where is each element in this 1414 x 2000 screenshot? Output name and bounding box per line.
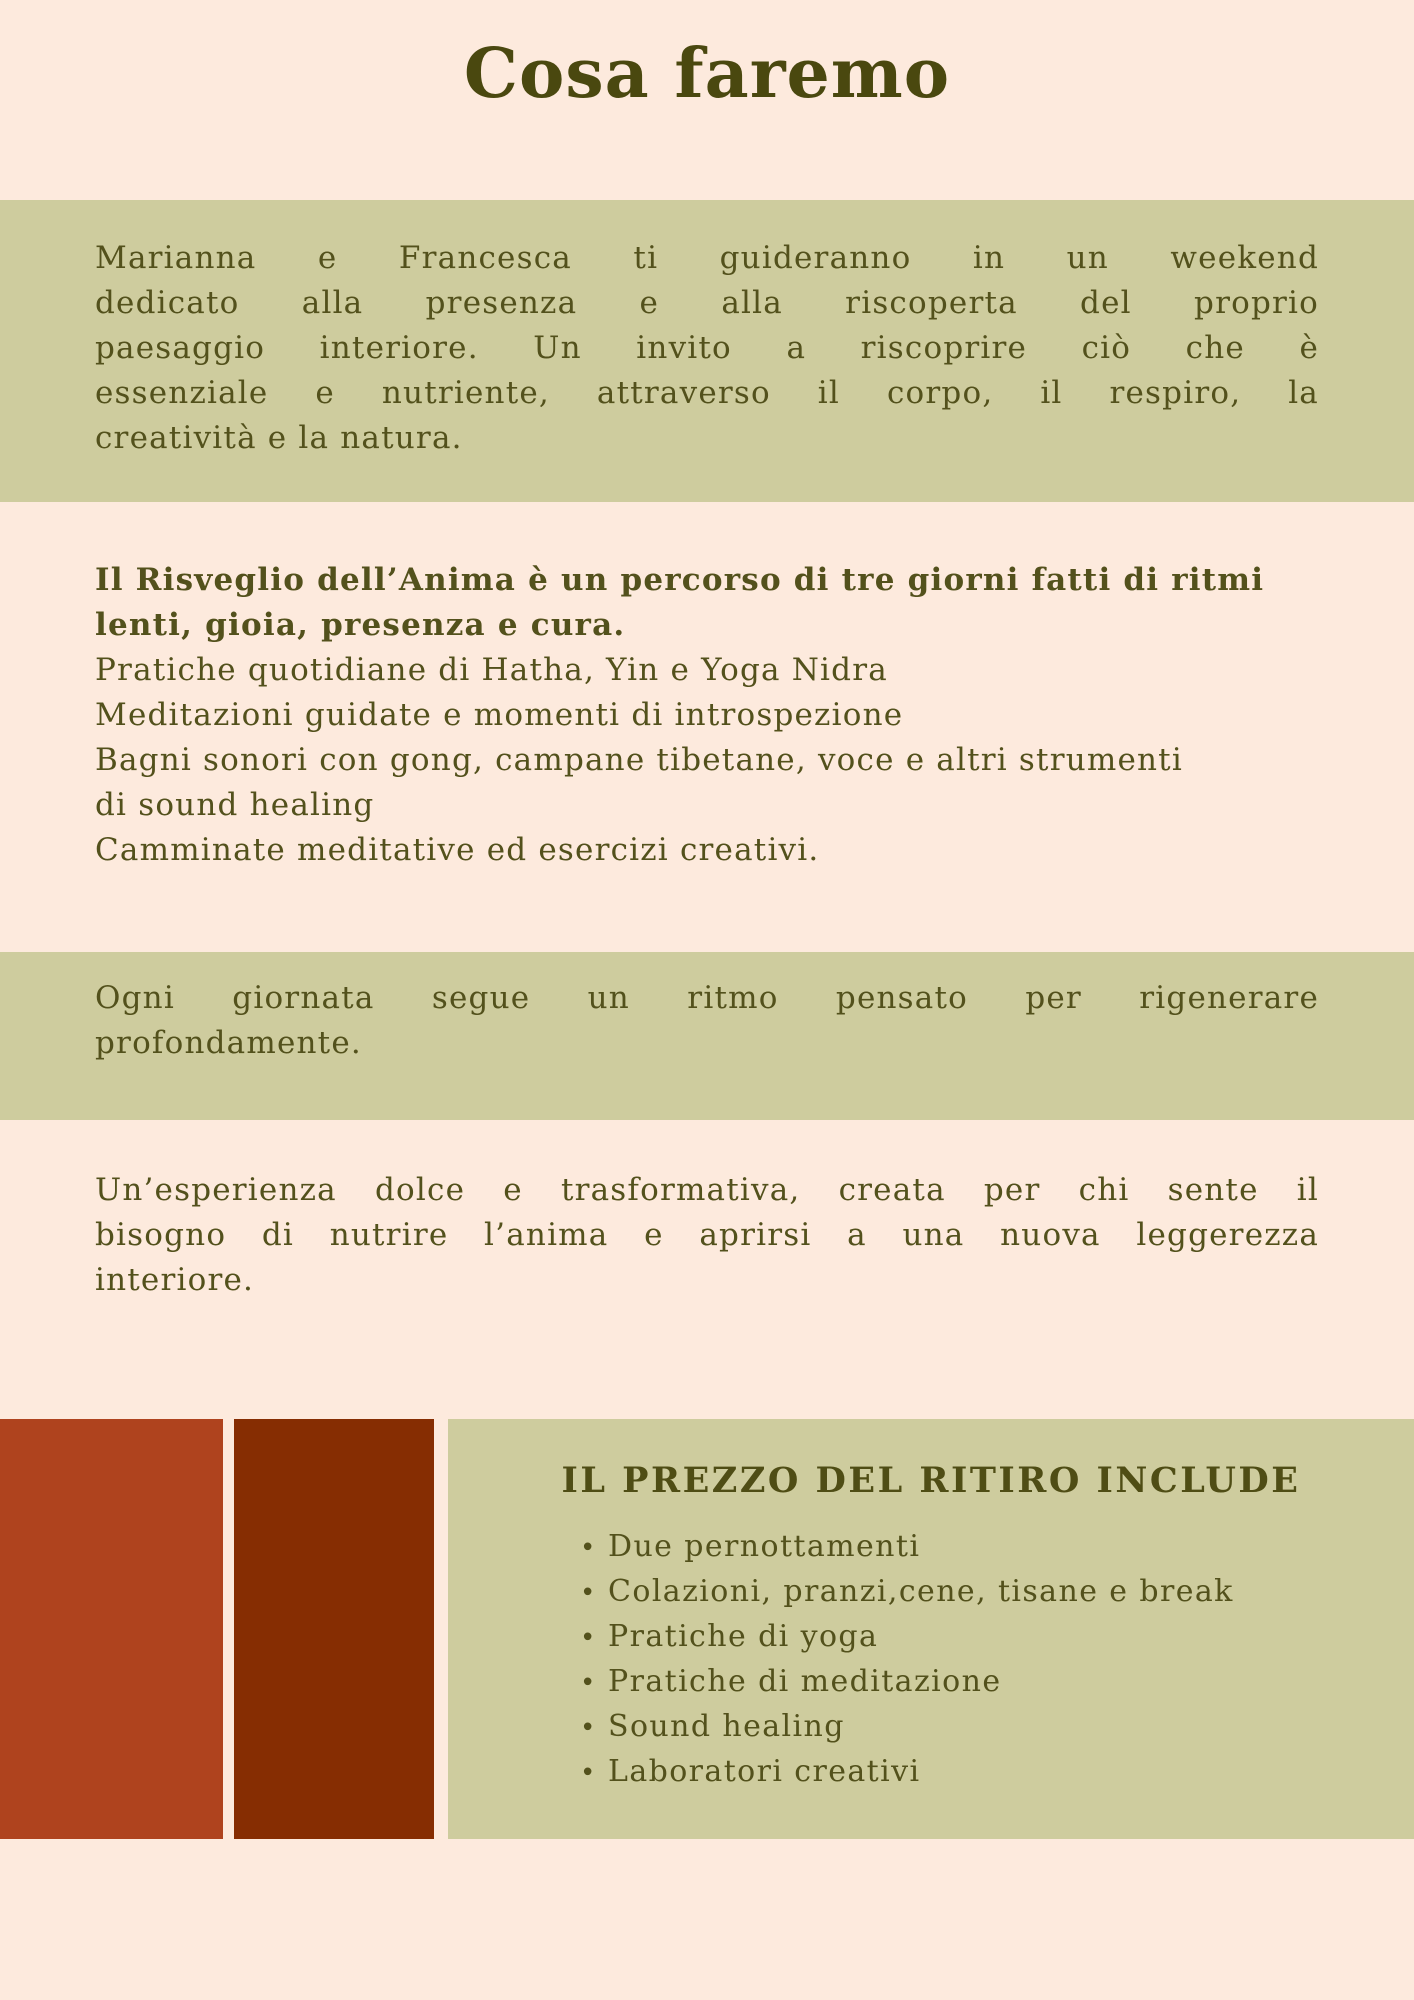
price-heading: IL PREZZO DEL RITIRO INCLUDE <box>561 1460 1301 1501</box>
bullet-icon: • <box>580 1623 597 1653</box>
bullet-icon: • <box>580 1713 597 1743</box>
bullet-icon: • <box>580 1533 597 1563</box>
price-list-item <box>580 1615 1414 1660</box>
bullet-icon: • <box>580 1758 597 1788</box>
experience-line: Un’esperienza dolce e trasformativa, creata per chi sente il <box>95 1172 1319 1208</box>
intro-band <box>0 200 1414 502</box>
bullet-icon: • <box>580 1668 597 1698</box>
intro-line: essenziale e nutriente, attraverso il corpo, il respiro, la <box>95 375 1319 411</box>
page-title: Cosa faremo <box>463 34 951 114</box>
program-line: Meditazioni guidate e momenti di introspezione <box>95 697 904 733</box>
price-list-item <box>580 1525 1414 1570</box>
price-item-label: Due pernottamenti <box>608 1529 921 1564</box>
program-line: Bagni sonori con gong, campane tibetane, voce e altri strumenti <box>95 742 1183 778</box>
price-item-label: Sound healing <box>608 1709 845 1744</box>
accent-rect-primary <box>0 1419 223 1839</box>
price-list <box>448 1525 1414 1795</box>
intro-line: paesaggio interiore. Un invito a riscoprire ciò che è <box>95 330 1319 366</box>
program-line: Camminate meditative ed esercizi creativi. <box>95 832 820 868</box>
rhythm-line: profondamente. <box>95 1025 362 1061</box>
program-line: Pratiche quotidiane di Hatha, Yin e Yoga Nidra <box>95 652 888 688</box>
price-item-label: Pratiche di yoga <box>608 1619 879 1654</box>
program-intro-line: lenti, gioia, presenza e cura. <box>95 607 626 643</box>
accent-rect-secondary <box>234 1419 434 1839</box>
price-list-item <box>580 1660 1414 1705</box>
intro-line: creatività e la natura. <box>95 420 463 456</box>
price-item-label: Pratiche di meditazione <box>608 1664 1002 1699</box>
program-line: di sound healing <box>95 787 375 823</box>
program-text <box>95 558 1334 873</box>
rhythm-band <box>0 952 1414 1120</box>
experience-line: interiore. <box>95 1262 255 1298</box>
price-panel <box>448 1419 1414 1839</box>
program-intro-line: Il Risveglio dell’Anima è un percorso di tre giorni fatti di ritmi <box>95 562 1265 598</box>
experience-text <box>95 1168 1319 1303</box>
bottom-section <box>0 1419 1414 1839</box>
intro-line: dedicato alla presenza e alla riscoperta del proprio <box>95 285 1319 321</box>
intro-line: Marianna e Francesca ti guideranno in un weekend <box>95 240 1319 276</box>
price-list-item <box>580 1570 1414 1615</box>
rhythm-line: Ogni giornata segue un ritmo pensato per rigenerare <box>95 980 1319 1016</box>
bullet-icon: • <box>580 1578 597 1608</box>
price-list-item <box>580 1705 1414 1750</box>
experience-line: bisogno di nutrire l’anima e aprirsi a una nuova leggerezza <box>95 1217 1319 1253</box>
price-item-label: Colazioni, pranzi,cene, tisane e break <box>608 1574 1234 1609</box>
price-item-label: Laboratori creativi <box>608 1754 921 1789</box>
price-list-item <box>580 1750 1414 1795</box>
